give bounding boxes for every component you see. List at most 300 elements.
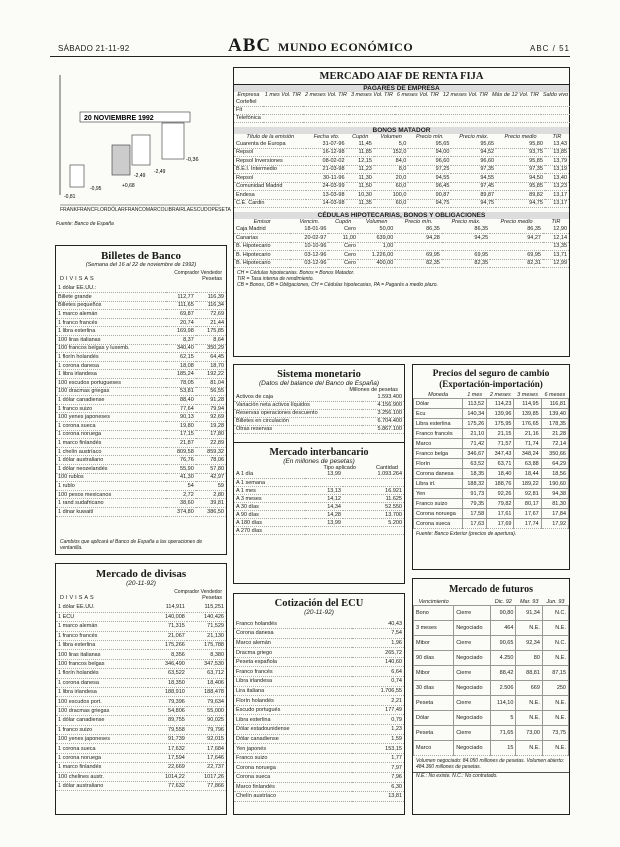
table-cell [395, 106, 441, 114]
table-cell: 112,77 [166, 293, 196, 302]
table-cell: Caja Madrid [234, 225, 290, 234]
table-cell: Cierre [454, 606, 491, 621]
divisas-colhead: Comprador Vendedor [174, 589, 222, 595]
table-cell: 79,82 [487, 499, 514, 509]
table-cell: 8,356 [148, 650, 187, 659]
billetes-row [56, 293, 226, 302]
ecu-row [234, 657, 404, 667]
table-cell: 97,45 [451, 182, 496, 191]
table-cell: Franco holandés [234, 619, 352, 629]
table-cell: 7,54 [352, 629, 404, 639]
table-cell: 88,42 [491, 666, 516, 681]
table-cell: 1 marco alemán [56, 310, 166, 319]
table-cell: 86,35 [490, 225, 543, 234]
billetes-row [56, 439, 226, 448]
billetes-row [56, 327, 226, 336]
table-cell: 73,00 [516, 726, 543, 741]
table-cell: 89,755 [148, 716, 187, 725]
column-header: Cupón [352, 133, 369, 140]
table-cell: 1 dólar australiano [56, 781, 148, 790]
table-cell: 78,06 [196, 456, 226, 465]
table-cell: Telefónica [236, 115, 261, 121]
table-cell: 40,43 [352, 619, 404, 629]
table-cell: Lira italiana [234, 686, 352, 696]
table-cell: 6,64 [352, 667, 404, 677]
table-cell: 6,30 [352, 782, 404, 792]
table-cell: 17,594 [148, 753, 187, 762]
ecu-row [234, 763, 404, 773]
table-cell: 84,0 [374, 157, 409, 166]
table-cell: 100 yenes japoneses [56, 734, 148, 743]
table-cell: 13,17 [545, 191, 569, 200]
table-cell: N.E. [542, 621, 568, 636]
billetes-row [56, 370, 226, 379]
table-cell: 100,0 [374, 191, 409, 200]
table-cell: 175,788 [187, 641, 226, 650]
aiaf-note: CB = Bonos, OB = Obligaciones, CH = Cédulas hipotecarias, PA = Pagarés a medio plazo. [237, 282, 438, 288]
seguro-row [414, 469, 569, 479]
table-cell: Corona noruega [414, 509, 463, 519]
table-cell: Escudo portugués [234, 705, 352, 715]
table-cell: 18,40 [487, 469, 514, 479]
table-cell: A 90 días [234, 511, 305, 519]
table-cell: 69,95 [490, 251, 543, 260]
table-cell: 1 corona noruega [56, 430, 166, 439]
pagares-band: PAGARÉS DE EMPRESA [234, 85, 569, 92]
table-cell [541, 106, 570, 114]
table-cell: 71,529 [187, 622, 226, 631]
chart-col: FRANCO [124, 207, 146, 213]
table-cell: 114,911 [148, 603, 187, 612]
table-cell: Florín holandés [234, 696, 352, 706]
table-cell: 1.706,55 [352, 686, 404, 696]
table-cell: 7,97 [352, 763, 404, 773]
table-cell: 38,60 [166, 499, 196, 508]
table-cell: 1 rand sudafricano [56, 499, 166, 508]
table-cell: 1.593.400 [362, 393, 404, 401]
table-cell: 100 chelines austr. [56, 772, 148, 781]
sistema-row [234, 425, 404, 433]
table-cell: 69,95 [442, 251, 490, 260]
table-cell: N.E. [542, 741, 568, 756]
bonos-row [234, 199, 569, 208]
billetes-row [56, 284, 226, 293]
table-cell: 13,35 [543, 242, 569, 251]
table-cell: 21,87 [166, 439, 196, 448]
table-cell: 63,71 [487, 459, 514, 469]
table-cell: N.E. [516, 741, 543, 756]
table-cell: 19,80 [166, 422, 196, 431]
table-cell: N.E. [542, 651, 568, 666]
table-cell: 72,14 [541, 439, 568, 449]
table-cell: 55,000 [187, 706, 226, 715]
table-cell: 5.867.100 [362, 425, 404, 433]
table-cell: 152,0 [374, 148, 409, 157]
table-cell: 100 rublos [56, 473, 166, 482]
ecu-row [234, 677, 404, 687]
chart-val-2: -0,95 [90, 186, 102, 192]
ecu-sub: (20-11-92) [304, 609, 334, 616]
ems-chart-svg [50, 65, 225, 230]
chart-val-1: -0,81 [64, 194, 76, 200]
interbancario-row [234, 527, 404, 535]
chart-val-3: +0,68 [122, 183, 135, 189]
column-header: Volumen [380, 133, 402, 140]
billetes-row [56, 310, 226, 319]
table-cell: 13,40 [545, 174, 569, 183]
interbancario-row [234, 471, 404, 479]
divisas-row [56, 650, 226, 659]
divisas-row [56, 688, 226, 697]
table-cell: 95,65 [408, 140, 451, 149]
table-cell: A 1 día [234, 471, 305, 479]
table-cell [541, 114, 570, 122]
table-cell: 30-11-96 [306, 174, 346, 183]
table-cell: 12,99 [543, 259, 569, 268]
billetes-row [56, 507, 226, 516]
table-cell: 464 [491, 621, 516, 636]
table-cell: Corona sueca [234, 773, 352, 783]
table-cell [349, 114, 395, 122]
table-cell: Libra esterlina [234, 715, 352, 725]
column-header: 3 meses [517, 392, 538, 398]
table-cell [303, 114, 349, 122]
table-cell: Corona danesa [414, 469, 463, 479]
table-cell: 82,35 [395, 259, 442, 268]
table-cell: 57,80 [196, 464, 226, 473]
table-cell: 12,90 [543, 225, 569, 234]
table-cell [263, 106, 303, 114]
table-cell: 69,87 [166, 310, 196, 319]
chart-val-a: -0,36 [186, 157, 199, 163]
table-cell: Corona danesa [234, 629, 352, 639]
table-cell: 100 liras italianas [56, 650, 148, 659]
table-cell: 350,66 [541, 449, 568, 459]
table-cell: 73,75 [542, 726, 568, 741]
table-cell: A 1 mes [234, 487, 305, 495]
table-cell: 2,72 [166, 490, 196, 499]
table-cell: 54,806 [148, 706, 187, 715]
table-cell: 11,85 [347, 148, 374, 157]
table-cell: 11,35 [347, 199, 374, 208]
table-cell: 17,69 [487, 519, 514, 529]
futuros-box [412, 578, 570, 815]
abc-logo: ABC [228, 35, 272, 56]
futuros-row [414, 606, 569, 621]
table-cell: 71,65 [491, 726, 516, 741]
table-cell: Negociado [454, 741, 491, 756]
divisas-row [56, 622, 226, 631]
column-header: 2 meses Vol. TIR [304, 92, 347, 98]
table-cell: 21,10 [463, 429, 487, 439]
table-cell: 21,130 [187, 631, 226, 640]
table-cell: 94,50 [496, 174, 545, 183]
table-cell: 94,52 [451, 148, 496, 157]
column-header: 3 meses Vol. TIR [350, 92, 393, 98]
table-cell: Variación neta activos líquidos [234, 401, 362, 409]
ecu-row [234, 619, 404, 629]
table-cell: 60,0 [374, 182, 409, 191]
table-cell: 77,866 [187, 781, 226, 790]
table-cell: 0,79 [352, 715, 404, 725]
table-cell: 19,28 [196, 422, 226, 431]
table-cell [305, 479, 343, 487]
table-cell: 386,50 [196, 507, 226, 516]
table-cell: 114,23 [487, 399, 514, 409]
column-header: TIR [551, 219, 561, 225]
table-cell: 95,80 [496, 140, 545, 149]
table-cell: 11,23 [347, 165, 374, 174]
chart-bar-2 [112, 145, 130, 175]
table-cell [395, 98, 441, 106]
sistema-box [233, 364, 405, 584]
billetes-row [56, 464, 226, 473]
table-cell [305, 527, 343, 535]
seguro-row [414, 509, 569, 519]
chart-col: IRLA [178, 207, 191, 213]
table-cell: 93,75 [496, 148, 545, 157]
table-cell: 115,251 [187, 603, 226, 612]
table-cell: B. Hipotecario [234, 259, 290, 268]
table-cell: 81,30 [541, 499, 568, 509]
table-cell: Cierre [454, 636, 491, 651]
table-cell: 63,712 [187, 669, 226, 678]
ecu-row [234, 744, 404, 754]
interbancario-title: Mercado interbancario [234, 442, 404, 458]
table-cell: 5.200 [343, 519, 404, 527]
table-cell: 90,87 [408, 191, 451, 200]
table-cell: 21,28 [541, 429, 568, 439]
table-cell: Franco belga [414, 449, 463, 459]
table-cell: 92,015 [187, 734, 226, 743]
table-cell: 100 dracmas griegas [56, 706, 148, 715]
column-header: 1 mes [467, 392, 483, 398]
divisas-table [56, 603, 226, 791]
table-cell: 114,10 [491, 696, 516, 711]
billetes-row [56, 301, 226, 310]
table-cell: 79,634 [187, 697, 226, 706]
ecu-row [234, 705, 404, 715]
table-cell: 100 liras italianas [56, 336, 166, 345]
billetes-row [56, 361, 226, 370]
table-cell [343, 527, 404, 535]
table-cell: 97,25 [408, 165, 451, 174]
table-cell: 3.256.100 [362, 409, 404, 417]
chart-date: 20 NOVIEMBRE 1992 [84, 115, 154, 122]
divisas-row [56, 659, 226, 668]
table-cell: 175,85 [196, 327, 226, 336]
billetes-row [56, 404, 226, 413]
table-cell: 250 [542, 681, 568, 696]
table-cell [441, 98, 490, 106]
table-cell: 79,558 [148, 725, 187, 734]
table-cell: 96,45 [408, 182, 451, 191]
table-cell: Cierre [454, 726, 491, 741]
ecu-title: Cotización del ECU [274, 598, 364, 609]
section-title: MUNDO ECONÓMICO [278, 40, 414, 54]
sistema-table [234, 393, 404, 434]
table-cell: 20,74 [166, 318, 196, 327]
table-cell: Negociado [454, 651, 491, 666]
table-cell: 94,28 [395, 234, 442, 243]
table-cell [490, 242, 543, 251]
table-cell: 5,0 [374, 140, 409, 149]
chart-col: FRANC [76, 207, 95, 213]
table-cell: 77,64 [166, 404, 196, 413]
table-cell: N.E. [516, 621, 543, 636]
table-cell: 1 libra esterlina [56, 641, 148, 650]
futuros-table [413, 599, 569, 756]
billetes-row [56, 318, 226, 327]
chart-source: Fuente: Banco de España [56, 221, 114, 227]
table-cell: 10-10-96 [290, 242, 328, 251]
table-cell: 13,99 [305, 519, 343, 527]
table-cell: 17,632 [148, 744, 187, 753]
table-cell: 60,0 [374, 199, 409, 208]
table-cell: A 30 días [234, 503, 305, 511]
table-cell: 4.156.900 [362, 401, 404, 409]
table-cell: 89,82 [496, 191, 545, 200]
column-header: Moneda [428, 392, 449, 398]
column-header: Precio mín. [415, 133, 444, 140]
billetes-row [56, 447, 226, 456]
divisas-row [56, 706, 226, 715]
table-cell: Franco suizo [414, 499, 463, 509]
table-cell: N.C. [542, 606, 568, 621]
interbancario-row [234, 511, 404, 519]
table-cell: Cierre [454, 696, 491, 711]
cedulas-row [234, 234, 569, 243]
table-cell: Mibor [414, 666, 454, 681]
table-cell: 140,008 [148, 612, 187, 621]
table-cell: 1 franco francés [56, 631, 148, 640]
table-cell: Chelín austríaco [234, 792, 352, 802]
table-cell: 96,60 [451, 157, 496, 166]
table-cell [395, 242, 442, 251]
table-cell: 1,96 [352, 638, 404, 648]
table-cell: 18-01-96 [290, 225, 328, 234]
table-cell: 139,85 [514, 409, 541, 419]
table-cell: 346,490 [148, 659, 187, 668]
table-cell: Marco alemán [234, 638, 352, 648]
table-cell: 4.250 [491, 651, 516, 666]
table-cell: 340,40 [166, 344, 196, 353]
pagares-row [234, 114, 570, 122]
table-cell: Cero [328, 242, 358, 251]
table-cell: 94,00 [408, 148, 451, 157]
table-cell: 71,42 [463, 439, 487, 449]
cedulas-row [234, 259, 569, 268]
table-cell: 17,646 [187, 753, 226, 762]
table-cell: 91,739 [148, 734, 187, 743]
column-header: Precio mín. [404, 219, 433, 225]
table-cell [166, 284, 196, 293]
table-cell: 12,15 [347, 157, 374, 166]
futuros-row [414, 696, 569, 711]
ecu-box [233, 593, 405, 815]
table-cell: Franco francés [234, 667, 352, 677]
aiaf-notes [234, 268, 569, 290]
table-cell: 139,96 [487, 409, 514, 419]
seguro-row [414, 399, 569, 409]
table-cell: 12,14 [543, 234, 569, 243]
chart-bar-4 [162, 123, 184, 159]
table-cell: 22,89 [196, 439, 226, 448]
table-cell: 1 marco alemán [56, 622, 148, 631]
table-cell: 169,98 [166, 327, 196, 336]
table-cell: A 270 días [234, 527, 305, 535]
table-cell: 13.700 [343, 511, 404, 519]
billetes-sub: (Semana del 16 al 22 de noviembre de 1992) [85, 262, 197, 268]
interbancario-col2: Cantidad [375, 464, 398, 471]
billetes-table [56, 284, 226, 517]
divisas-row [56, 753, 226, 762]
table-cell: 81,04 [196, 379, 226, 388]
table-cell: 78,05 [166, 379, 196, 388]
table-cell: 92,69 [196, 413, 226, 422]
futuros-row [414, 711, 569, 726]
table-cell: 188,76 [487, 479, 514, 489]
table-cell: 94,25 [442, 234, 490, 243]
seguro-row [414, 499, 569, 509]
table-cell: 1,59 [352, 734, 404, 744]
table-cell: 100 francos belgas [56, 659, 148, 668]
pagares-row [234, 106, 570, 114]
chart-col: MARCO [145, 207, 165, 213]
table-cell: 1 corona danesa [56, 678, 148, 687]
table-cell [441, 114, 490, 122]
sistema-row [234, 393, 404, 401]
ecu-row [234, 629, 404, 639]
chart-col: FRANK [60, 207, 77, 213]
table-cell: Cierre [454, 666, 491, 681]
table-cell: 79,94 [196, 404, 226, 413]
table-cell: 79,35 [463, 499, 487, 509]
table-cell: Peseta [414, 696, 454, 711]
table-cell: N.E. [542, 711, 568, 726]
table-cell: 17,684 [187, 744, 226, 753]
table-cell: 24-03-99 [306, 182, 346, 191]
table-cell: 809,58 [166, 447, 196, 456]
table-cell: 400,00 [358, 259, 395, 268]
column-header: Precio máx. [451, 219, 481, 225]
table-cell: 15 [491, 741, 516, 756]
divisas-row [56, 697, 226, 706]
billetes-row [56, 490, 226, 499]
seguro-row [414, 449, 569, 459]
futuros-row [414, 741, 569, 756]
table-cell: 22,737 [187, 763, 226, 772]
table-cell: 100 dracmas griegas [56, 387, 166, 396]
ems-chart [50, 65, 231, 230]
table-cell: 71,315 [148, 622, 187, 631]
table-cell: 95,65 [451, 140, 496, 149]
seguro-row [414, 459, 569, 469]
ecu-table [234, 619, 404, 802]
sistema-sub: (Datos del balance del Banco de España) [259, 380, 379, 387]
futuros-legend: N.E.: No existe. N.C.: No contratado. [413, 772, 569, 779]
column-header: Precio medio [500, 219, 533, 225]
table-cell: Cortefiel [234, 98, 263, 106]
table-cell: 16-12-98 [306, 148, 346, 157]
table-cell: 95,85 [496, 157, 545, 166]
interbancario-row [234, 519, 404, 527]
table-cell: 188,910 [148, 688, 187, 697]
table-cell: 62,15 [166, 353, 196, 362]
ecu-row [234, 667, 404, 677]
aiaf-box [233, 67, 570, 357]
table-cell: 90,65 [491, 636, 516, 651]
